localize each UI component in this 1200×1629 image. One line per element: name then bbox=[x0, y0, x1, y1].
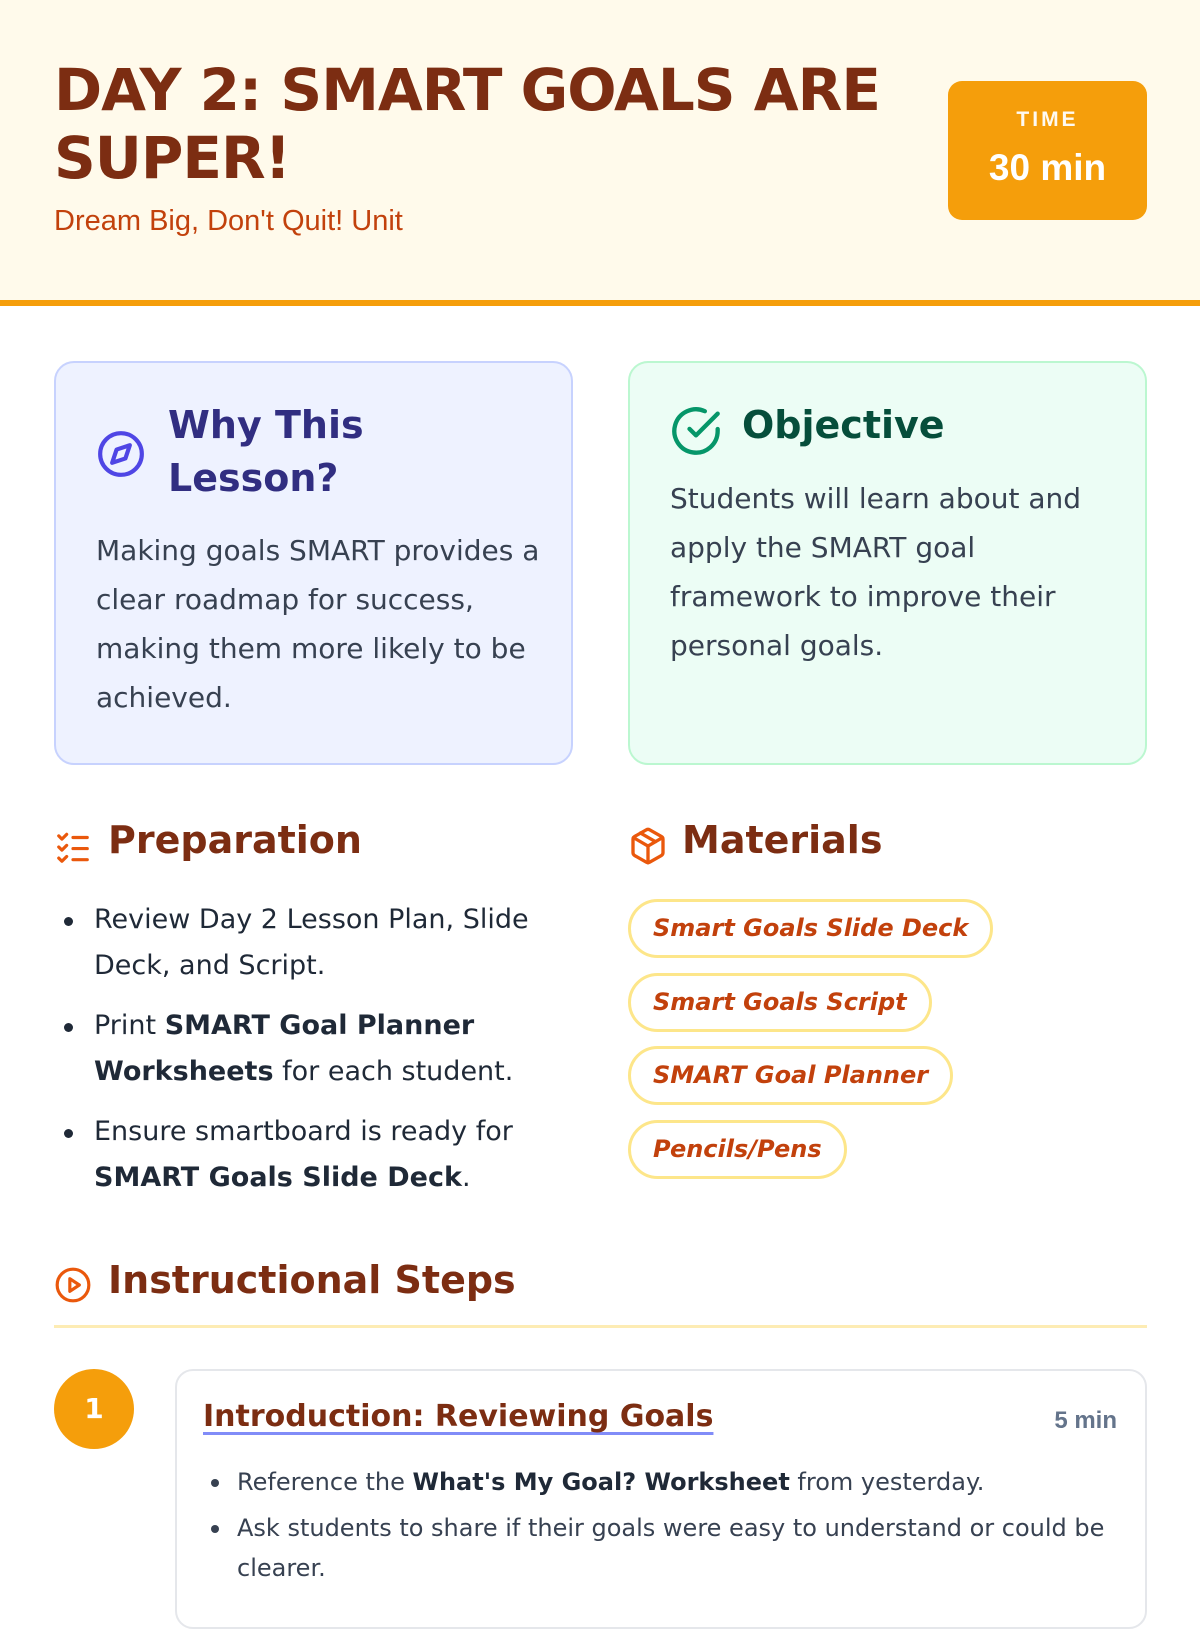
preparation-list bbox=[54, 897, 574, 1215]
list-item: Ensure smartboard is ready for SMART Goals Slide Deck. bbox=[54, 1109, 574, 1201]
why-text: Making goals SMART provides a clear roadmap for success, making them more likely to be achieved. bbox=[96, 534, 540, 714]
list-item: Print SMART Goal Planner Worksheets for each student. bbox=[54, 1003, 574, 1095]
materials-heading: Materials bbox=[682, 818, 883, 862]
compass-icon bbox=[96, 429, 146, 483]
lesson-header bbox=[0, 0, 1200, 306]
list-item: Reference the What's My Goal? Worksheet from yesterday. bbox=[203, 1462, 1123, 1502]
list-item: Review Day 2 Lesson Plan, Slide Deck, and Script. bbox=[54, 897, 574, 989]
checklist-icon bbox=[54, 828, 92, 870]
instructional-steps-heading: Instructional Steps bbox=[108, 1258, 516, 1302]
time-value: 30 min bbox=[988, 147, 1107, 188]
preparation-heading: Preparation bbox=[108, 818, 362, 862]
step-duration: 5 min bbox=[1054, 1407, 1117, 1434]
package-icon bbox=[628, 826, 668, 870]
material-tag: Smart Goals Slide Deck bbox=[628, 899, 993, 958]
material-tag: SMART Goal Planner bbox=[628, 1046, 953, 1105]
step-number-badge: 1 bbox=[54, 1369, 134, 1449]
list-item: Ask students to share if their goals were easy to understand or could be clearer. bbox=[203, 1508, 1123, 1588]
time-badge bbox=[948, 81, 1147, 220]
objective-text: Students will learn about and apply the SMART goal framework to improve their personal goals. bbox=[670, 482, 1082, 662]
page-title: DAY 2: SMART GOALS ARE SUPER! bbox=[54, 56, 880, 192]
step-title-link[interactable]: Introduction: Reviewing Goals bbox=[203, 1399, 714, 1434]
objective-card bbox=[628, 361, 1147, 765]
why-this-lesson-card bbox=[54, 361, 573, 765]
why-title: Why This Lesson? bbox=[168, 403, 364, 500]
objective-title: Objective bbox=[742, 403, 945, 447]
material-tag: Smart Goals Script bbox=[628, 973, 932, 1032]
step-bullets bbox=[203, 1462, 1123, 1594]
section-divider bbox=[54, 1325, 1147, 1328]
play-circle-icon bbox=[54, 1266, 92, 1308]
check-circle-icon bbox=[670, 405, 722, 461]
step-card bbox=[175, 1369, 1147, 1629]
unit-subtitle: Dream Big, Don't Quit! Unit bbox=[54, 205, 403, 237]
time-label: TIME bbox=[1016, 108, 1079, 131]
material-tag: Pencils/Pens bbox=[628, 1120, 847, 1179]
